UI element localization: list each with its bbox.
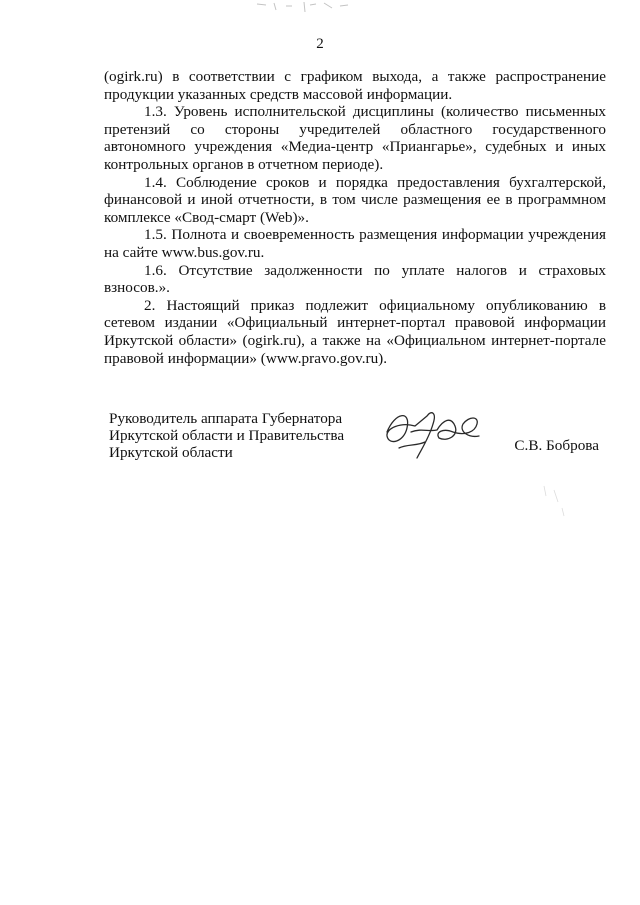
handwritten-signature (377, 402, 487, 464)
paragraph-continuation: (ogirk.ru) в соответствии с графиком выхода, а также распространение продукции указанных средств массовой информации. (104, 68, 606, 103)
signatory-title-line: Руководитель аппарата Губернатора (109, 410, 343, 427)
signatory-title-line: Иркутской области (109, 444, 233, 461)
scan-artifact-marks (252, 0, 362, 14)
paragraph-2: 2. Настоящий приказ подлежит официальному опубликованию в сетевом издании «Официальный интернет-портал правовой информации Иркутской области» (ogirk.ru), а также на «Официальном интернет-портале правовой информации» (www.pravo.gov.ru). (104, 296, 606, 367)
paragraph-1-5: 1.5. Полнота и своевременность размещения информации учреждения на сайте www.bus.gov.ru. (104, 226, 606, 261)
signature-block (109, 410, 599, 470)
page-number: 2 (316, 36, 324, 52)
signatory-name: С.В. Боброва (514, 437, 599, 454)
paragraph-1-6: 1.6. Отсутствие задолженности по уплате налогов и страховых взносов.». (104, 261, 606, 297)
signatory-title-line: Иркутской области и Правительства (109, 427, 345, 444)
scan-artifact-marks (540, 480, 570, 520)
paragraph-1-4: 1.4. Соблюдение сроков и порядка предоставления бухгалтерской, финансовой и иной отчетности, в том числе размещения ее в программном комплексе «Свод-смарт (Web)». (104, 173, 606, 226)
paragraph-1-3: 1.3. Уровень исполнительской дисциплины (количество письменных претензий со стороны учредителей областного государственного автономного учреждения «Медиа-центр «Приангарье», судебных и иных контрольных органов в отчетном периоде). (104, 103, 606, 173)
document-body (104, 68, 606, 367)
signatory-title (109, 410, 379, 461)
